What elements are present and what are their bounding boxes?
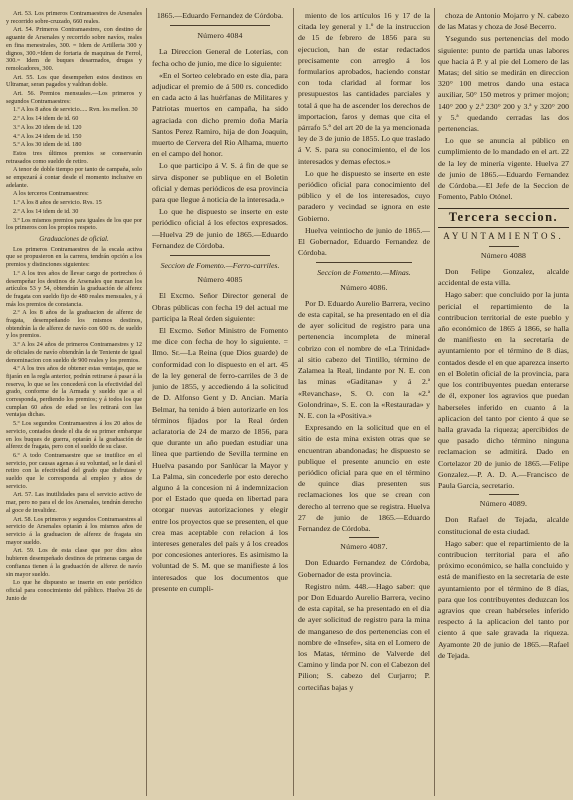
notice-number: Número 4088 [480,250,527,260]
paragraph: miento de los artículos 16 y 17 de la citada ley general y 1.º de la instruccion de 15 de febrero de 1856 para su ejecucion, han de estar redactados precisamente con arreglo á los formularios aprobados, haciendo constar con toda claridad al formar los presupuestos las cantidades parciales y total á que ha de ascender los derechos de importacion, faros y demas que cita el párrafo 5.º del art 20 de la ya mencionada ley de 3 de junio de 1855. Lo que traslado á V. S. para su conocimiento, el de los interesados y demas efectos.» [298,11,430,166]
paragraph: Expresando en la solicitud que en el sitio de esta mina existen otras que se encuentran abandonadas; he dispuesto se publique el presente anuncio en este periódico oficial para que en el término de quince dias presenten sus reclamaciones los que se crean con derecho al terreno que se registra. Huelva 27 de junio de 1865.—Eduardo Fernandez de Córdoba. [298,423,430,533]
column-rule [434,8,435,796]
divider [170,25,270,26]
paragraph: 3.º A los 20 idem de id. 120 [13,123,82,131]
paragraph: 6.º A todo Contramaestre que se inutilice en el servicio, por causas agenas á su voluntad, se le dará el retiro con la efectividad del grado que disfrutase y sueldo que le corresponda al empleo y años de servicio. [6,451,142,490]
paragraph: Hago saber: que el repartimiento de la contribucion territorial para el año próximo económico, se halla concluido y está de manifiesto en la secretaría de este ayuntamiento por el término de 8 días, para que los contribuyentes deduzcan los agravios que crean habérseles inferido respecto á la aplicacion del tanto por ciento á que sale gravada la riqueza. Ayamonte 20 de junio de 1865.—Rafael de Tejada. [438,538,569,660]
section-title: Seccion de Fomento.—Ferro-carriles. [160,261,280,271]
paragraph: Art. 58. Los primeros y segundos Contramaestres al servicio de Arsenales optarán á los mismos años de servicio á la graduacion de alferez de fragata sin mayor sueldo. [6,515,142,546]
paragraph: El Excmo. Señor Ministro de Fomento me dice con fecha de hoy lo siguiente. = Ilmo. Sr.—La Reina (que Dios guarde) de conformidad con lo dispuesto en el art. 45 de la ley general de ferro-carriles de 3 de junio de 1855, y accediendo á la solicitud de D. Alfonso Gent y D. Ancian. María Belmar, ha tenido á bien autorizarle en los términos fijados por la Real órden aclaratoria de 24 de marzo de 1856, para que durante un año puedan estudiar una línea que partiendo de Sevilla termine en Huelva pasando por Sanlúcar la Mayor y La Palma, sin concederle por esto derecho alguno á la concesion ni á indemnizacion por el Estado que queda en libertad para otorgar nuevas autorizaciones y elegir entre los proyectos que se presenten, el que crea mas aceptable con relacion á los intereses generales del país y á los creados por concesiones anteriores. Es asimismo la voluntad de S. M. que se manifieste á los interesados que los documentos que presente en cumpli- [152,326,288,593]
section-subtitle: AYUNTAMIENTOS. [443,230,564,241]
paragraph: 3.º Los mismos premios para iguales de los que por los primeros con los propios respeto. [6,216,142,232]
column-1 [6,10,142,795]
paragraph: Hago saber: que concluido por la junta pericial el repartimiento de la contribucion territorial de este pueblo y año económico de 1865 á 1866, se halla de manifiesto en la secretaría de ayuntamiento por el término de 8 dias, contados desde el en que aparezca inserto en el Boletin oficial de la provincia, para que los contribuyentes puedan enterarse de él, exponer los agravios que puedan haberseles inferido en cuanto á la aplicacion del tanto por ciento á que se halla gravada la riqueza; apercibidos de que pasado dicho término ninguna reclamacion se admitirá. Dado en Cortelazor 20 de junio de 1865.—Felipe Gonzalez.—P. A. D. A.—Francisco de Paula Garcia, secretario. [438,290,569,490]
paragraph: Por D. Eduardo Aurelio Barrera, vecino de esta capital, se ha presentado en el dia de ayer solicitud de registro para una pertenencia incompleta de mineral cobrizo con el nombre de «La Trinidad» al sitio cabezo del Tintillo, término de Zalamea la Real, lindante por N. E. con las minas «Gaditana» y á 2.ª «Revanchas», S. O. con la «2.ª Golondrina», S. E. con la «Restaurada» y N. E. con la «Positiva.» [298,298,430,420]
notice-number: Número 4086. [340,282,388,292]
paragraph: 1.º A los tres años de llevar cargo de portrechos ó desempeñar los destinos de Arsenales que marcan los artículos 53 y 54, obtendrán la graduación de alferez de fragata con sueldo fijo de 480 reales mensuales, y á más los premios de constancia. [6,269,142,308]
divider [349,537,379,538]
section-title: Tercera seccion. [438,208,569,227]
paragraph: Don Rafael de Tejada, alcalde constitucional de esta ciudad. [438,515,569,536]
paragraph: Los primeros Contramaestres de la escala activa que se propusieron en la carrera, tendrán opción a los premios y distinciones siguientes: [6,245,142,269]
column-rule [146,8,147,796]
paragraph: 1.º A los 8 años de servicio..... Rvn. los mellon. 30 [13,106,138,114]
divider [489,494,519,495]
paragraph: Lo que participo á V. S. á fin de que se sirva disponer se publique en el Boletin oficial y demas periódicos de esa provincia para que llegue á noticia de la interesada.» [152,161,288,205]
paragraph: Art. 53. Los primeros Contramaestres de Arsenales y recorrido sobre-cruzado, 660 reales. [6,10,142,25]
paragraph: El Excmo. Señor Director general de Obras públicas con fecha 19 del actual me participa la Real órden siguiente: [152,291,288,323]
paragraph: 5.º Los segundos Contramaestres á los 20 años de servicio, contados desde el dia de su primer embarque en los buques de guerra, optarán á la graduación de alferez de fragata, pero con el sueldo de su clase. [6,420,142,451]
section-heading: Graduaciones de oficial. [39,234,109,243]
paragraph: 3.º A los 24 años de primeros Contramaestres y 12 de oficiales de navío obtendrán la de Teniente de igual denominacion con sueldo de 900 reales y los premios. [6,341,142,364]
paragraph: 2.º A los 8 años de la graduacion de alferez de fragata, desempeñando los mismos destinos, obtendrán la de alferez de navío con 600 rs. de sueldo y los premios. [6,309,142,340]
signature-line: 1865.—Eduardo Fernandez de Córdoba. [156,11,284,20]
paragraph: Art. 57. Las inutilidades para el servicio activo de mar, pero no para el de los Arsenales, tendrán derecho al goce de invalidez. [6,491,142,514]
column-3 [298,10,430,795]
section-title: Seccion de Fomento.—Minas. [317,268,411,278]
divider [316,262,412,263]
paragraph: Estos tres últimos premios se conservarán retrasados como sueldo de retiro. [6,149,142,165]
paragraph: La Direccion General de Loterías, con fecha ocho de junio, me dice lo siguiente: [152,47,288,68]
paragraph: 2.º A los 14 idem de id. 30 [13,207,79,215]
notice-number: Número 4084 [197,31,243,41]
paragraph: «En el Sorteo celebrado en este dia, para adjudicar el premio de á 500 rs. concedido en cada acto á las huérfanas de Militares y Patriotas muertos en campaña, ha sido agraciada con dicho premio doña María Santos Perez Ramiro, hija de don Joaquin, muerto de Cervera del Rio Alhama, muerto en el campo del honor. [152,70,288,159]
paragraph: A tenor de doble tiempo por tanto de campaña, solo se empezará á contar desde el momento inclusive en adelante. [6,166,142,189]
paragraph: Registro núm. 448.—Hago saber: que por Don Eduardo Aurelio Barrera, vecino de esta capital, se ha presentado en el dia de ayer solicitud de registro para la mina de manganeso de dos pertenencias con el nombre de «Insefe», sita en el Lomero de los Matas, término de Valverde del Camino y linda por N. con el Cabezon del Pilion; S. cabezo del Curjarro; P. corteciñas bajas y [298,581,430,692]
paragraph: A los terceros Contramaestres: [13,190,89,198]
paragraph: Art. 56. Premios mensuales.—Los primeros y segundos Contramaestres: [6,90,142,105]
paragraph: Art. 54. Primeros Contramaestres, con destino de aguante de Arsenales y recorrido sobre navíos, reales en fina menestrales, 300. = Idem de Artilleria 300 y dignos, 300.=Idem de fortaria de maquinas de Ferrol, 300.= Idem de buques desarmados, drugas y remolcadores, 300. [6,26,142,72]
paragraph: 5.º A los 30 idem de id. 180 [13,141,82,149]
paragraph: Don Felipe Gonzalez, alcalde accidental de esta villa. [438,267,569,288]
paragraph: 4.º A los 24 idem de id. 150 [13,132,82,140]
paragraph: Huelva veintiocho de junio de 1865.—El Gobernador, Eduardo Fernandez de Córdoba. [298,225,430,258]
notice-number: Número 4087. [340,542,388,552]
paragraph: 2.º A los 14 idem de id. 60 [13,115,79,123]
column-rule [293,8,294,796]
paragraph: Don Eduardo Fernandez de Córdoba, Gobernador de esta provincia. [298,558,430,579]
paragraph: choza de Antonio Mojarro y N. cabezo de las Matas y choza de José Becerro. [438,11,569,32]
paragraph: 4.º A los tres años de obtener estas ventajas, que se fijarán en la regla anterior, podrán retirarse á pasar á la reserva, lo que se les concederá con la efectividad del grado, conforme de la Armada y sueldo que a el corresponda, perdiendo los premios; y á todos los que cumplan 60 años de edad se les retirará con las ventajas dichas. [6,365,142,419]
column-4 [438,10,569,795]
notice-number: Número 4089. [479,499,528,509]
divider [170,255,270,256]
paragraph: Art. 55. Los que desempeñen estos destinos en Ultramar, seran pagados y valdran doble. [6,73,142,89]
paragraph: Lo que he dispuesto se inserte en este periódico oficial para conocimiento del público. Huelva 26 de Junio de [6,579,142,602]
paragraph: Ysegundo sus pertenencias del modo siguiente: punto de partida unas labores que hacia á P. y al pie del Lomero de las Matas; del sitio se medirán en direccion 320° 100 metros dando una estaca auxiliar, 50° 150 metros y primer mojon; 140° 200 y 2.ª 230° 200 y 3.ª y 320° 200 y 5.ª quedando cerradas las dos pertenencias. [438,34,569,134]
column-2 [152,10,288,795]
paragraph: Lo que se anuncia al público en cumplimiento de lo mandado en el art. 22 de la ley de minería vigente. Huelva 27 de junio de 1865.—Eduardo Fernandez de Córdoba.—El Jefe de la Seccion de Fomento, Pablo Otónel. [438,136,569,202]
paragraph: 1.º A los 8 años de servicio. Rvs. 15 [13,199,102,207]
divider [489,246,519,247]
paragraph: Lo que he dispuesto se inserte en este periódico oficial para conocimiento del público y el de los interesados, cuyo paradero y vecindad se ignora en este Gobierno. [298,168,430,223]
notice-number: Número 4085 [197,275,243,285]
paragraph: Art. 59. Los de esta clase que por dios años hubieren desempeñado destinos de primeras cargas de confianza tienen á la graduación de alferez de navío sin mayor sueldo. [6,547,142,578]
paragraph: Lo que he dispuesto se inserte en este periódico oficial á los efectos expresados.—Huelva 29 de junio de 1865.—Eduardo Fernandez de Córdoba. [152,207,288,250]
